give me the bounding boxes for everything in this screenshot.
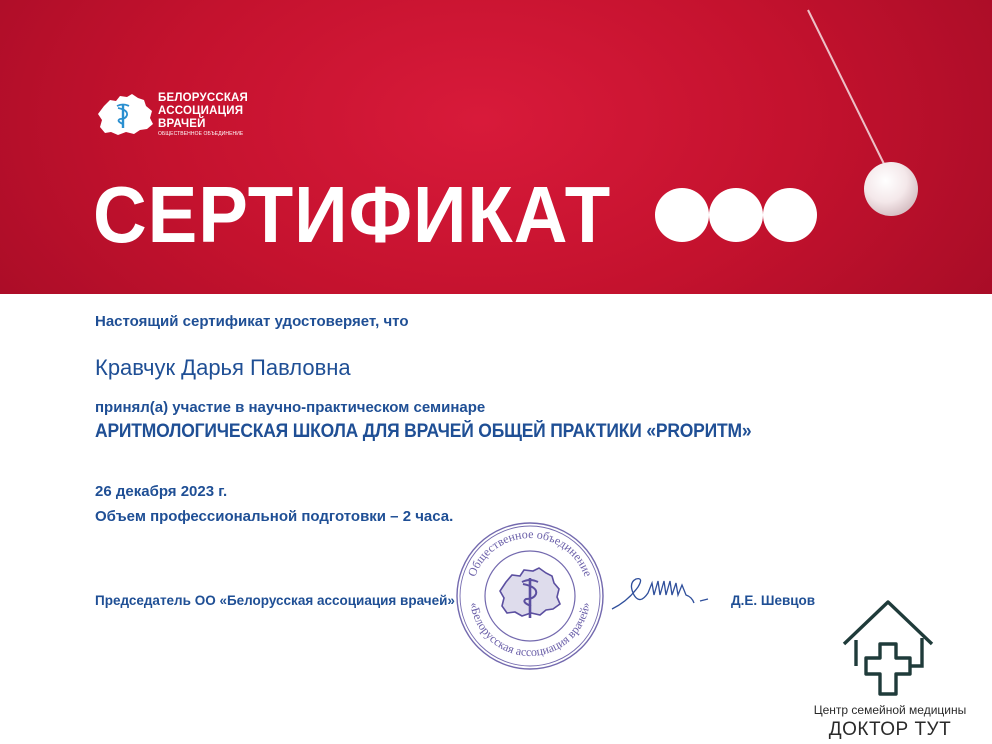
official-stamp-icon <box>454 520 606 672</box>
svg-text:«Белорусская ассоциация врачей: «Белорусская ассоциация врачей» <box>467 601 593 660</box>
training-volume: Объем профессиональной подготовки – 2 часа. <box>95 508 454 525</box>
organization-logo <box>96 92 248 138</box>
clinic-name-line1: Центр семейной медицины <box>813 703 967 717</box>
seminar-title: АРИТМОЛОГИЧЕСКАЯ ШКОЛА ДЛЯ ВРАЧЕЙ ОБЩЕЙ ПРАКТИКИ «PROРИТМ» <box>95 421 752 442</box>
recipient-name: Кравчук Дарья Павловна <box>95 355 351 380</box>
clinic-name-line2: ДОКТОР ТУТ <box>828 719 952 740</box>
org-name-line3: ВРАЧЕЙ <box>158 118 206 130</box>
org-subline: ОБЩЕСТВЕННОЕ ОБЪЕДИНЕНИЕ <box>158 131 244 137</box>
header-banner <box>0 0 992 294</box>
svg-text:Общественное объединение: Общественное объединение <box>464 526 596 579</box>
house-medical-cross-icon <box>838 596 938 700</box>
handwritten-signature-icon <box>608 565 728 615</box>
certificate-title: СЕРТИФИКАТ <box>93 170 612 259</box>
org-name-line1: БЕЛОРУССКАЯ <box>158 92 249 104</box>
chairman-position: Председатель ОО «Белорусская ассоциация врачей» <box>95 593 455 608</box>
intro-text: Настоящий сертификат удостоверяет, что <box>95 313 409 330</box>
signer-name: Д.Е. Шевцов <box>731 593 816 608</box>
belarus-map-icon <box>96 92 154 138</box>
participation-text: принял(а) участие в научно-практическом семинаре <box>95 399 486 416</box>
org-name-line2: АССОЦИАЦИЯ <box>158 105 244 117</box>
event-date: 26 декабря 2023 г. <box>95 483 228 500</box>
